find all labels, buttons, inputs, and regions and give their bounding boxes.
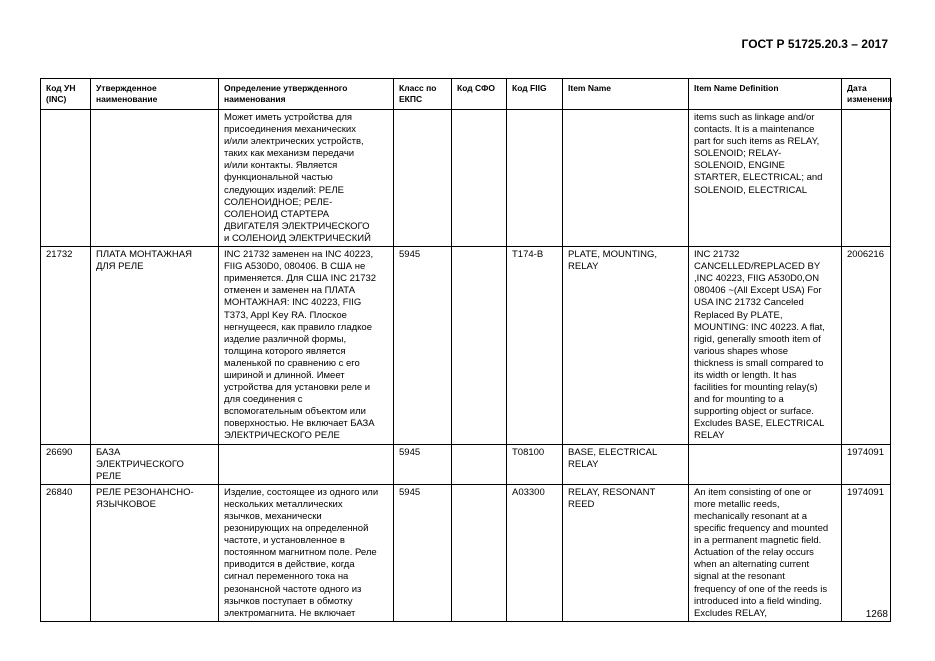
cell-item-name: RELAY, RESONANT REED [563, 484, 689, 621]
table-row [41, 247, 891, 445]
col-header-approved-name: Утвержденное наименование [91, 79, 219, 110]
cell-change-date: 2006216 [842, 247, 891, 445]
table-header-row [41, 79, 891, 110]
col-header-ekps-class: Класс по ЕКПС [394, 79, 452, 110]
table-row [41, 444, 891, 484]
cell-item-name: PLATE, MOUNTING, RELAY [563, 247, 689, 445]
cell-inc: 21732 [41, 247, 91, 445]
cell-sfo-code [452, 444, 507, 484]
cell-approved-name: РЕЛЕ РЕЗОНАНСНО- ЯЗЫЧКОВОЕ [91, 484, 219, 621]
col-header-inc: Код УН (INC) [41, 79, 91, 110]
cell-sfo-code [452, 110, 507, 247]
cell-inc: 26840 [41, 484, 91, 621]
cell-approved-name: ПЛАТА МОНТАЖНАЯ ДЛЯ РЕЛЕ [91, 247, 219, 445]
cell-inc: 26690 [41, 444, 91, 484]
cell-item-name-definition: An item consisting of one or more metallic reeds, mechanically resonant at a specific frequency and mounted in a permanent magnetic field. Actuation of the relay occurs when an alternating current signal at the resonant frequency of one of the reeds is introduced into a field winding. Excludes RELAY, [689, 484, 842, 621]
cell-ekps-class: 5945 [394, 444, 452, 484]
col-header-definition-ru: Определение утвержденного наименования [219, 79, 394, 110]
col-header-fiig-code: Код FIIG [507, 79, 563, 110]
cell-fiig-code [507, 110, 563, 247]
col-header-item-name-definition: Item Name Definition [689, 79, 842, 110]
cell-item-name: BASE, ELECTRICAL RELAY [563, 444, 689, 484]
table-row [41, 110, 891, 247]
cell-change-date: 1974091 [842, 484, 891, 621]
cell-definition-ru: Изделие, состоящее из одного или нескольких металлических язычков, механически резонирующих на определенной частоте, и установленное в постоянном магнитном поле. Реле приводится в действие, когда сигнал переменного тока на резонансной частоте одного из язычков поступает в обмотку электромагнита. Не включает [219, 484, 394, 621]
cell-sfo-code [452, 247, 507, 445]
cell-sfo-code [452, 484, 507, 621]
cell-fiig-code: T174-B [507, 247, 563, 445]
cell-definition-ru [219, 444, 394, 484]
cell-change-date: 1974091 [842, 444, 891, 484]
cell-definition-ru: INC 21732 заменен на INC 40223, FIIG A530D0, 080406. В США не применяется. Для США INC 21732 отменен и заменен на ПЛАТА МОНТАЖНАЯ: INC 40223, FIIG T373, Appl Key RA. Плоское негнущееся, как правило гладкое изделие различной формы, толщина которого является маленькой по сравнению с его шириной и длинной. Имеет устройства для установки реле и для соединения с вспомогательным объектом или поверхностью. Не включает БАЗА ЭЛЕКТРИЧЕСКОГО РЕЛЕ [219, 247, 394, 445]
cell-item-name-definition [689, 444, 842, 484]
col-header-change-date: Дата изменения [842, 79, 891, 110]
document-header-standard-code: ГОСТ Р 51725.20.3 – 2017 [741, 37, 888, 51]
cell-item-name-definition: INC 21732 CANCELLED/REPLACED BY ,INC 40223, FIIG A530D0,ON 080406 ~(All Except USA) For USA INC 21732 Canceled Replaced By PLATE, MOUNTING: INC 40223. A flat, rigid, generally smooth item of various shapes whose thickness is small compared to its width or length. It has facilities for mounting relay(s) and for mounting to a supporting object or surface. Excludes BASE, ELECTRICAL RELAY [689, 247, 842, 445]
cell-ekps-class: 5945 [394, 484, 452, 621]
inc-definitions-table [40, 78, 891, 622]
cell-ekps-class [394, 110, 452, 247]
cell-approved-name [91, 110, 219, 247]
cell-definition-ru: Может иметь устройства для присоединения механических и/или электрических устройств, таких как механизм передачи и/или контакты. Является функциональной частью следующих изделий: РЕЛЕ СОЛЕНОИДНОЕ; РЕЛЕ- СОЛЕНОИД СТАРТЕРА ДВИГАТЕЛЯ ЭЛЕКТРИЧЕСКОГО и СОЛЕНОИД ЭЛЕКТРИЧЕСКИЙ [219, 110, 394, 247]
col-header-sfo-code: Код СФО [452, 79, 507, 110]
cell-approved-name: БАЗА ЭЛЕКТРИЧЕСКОГО РЕЛЕ [91, 444, 219, 484]
cell-change-date [842, 110, 891, 247]
cell-inc [41, 110, 91, 247]
cell-item-name-definition: items such as linkage and/or contacts. It is a maintenance part for such items as RELAY, SOLENOID; RELAY- SOLENOID, ENGINE STARTER, ELECTRICAL; and SOLENOID, ELECTRICAL [689, 110, 842, 247]
col-header-item-name: Item Name [563, 79, 689, 110]
page-number: 1268 [865, 609, 888, 620]
cell-fiig-code: T08100 [507, 444, 563, 484]
cell-ekps-class: 5945 [394, 247, 452, 445]
cell-fiig-code: A03300 [507, 484, 563, 621]
table-row [41, 484, 891, 621]
cell-item-name [563, 110, 689, 247]
